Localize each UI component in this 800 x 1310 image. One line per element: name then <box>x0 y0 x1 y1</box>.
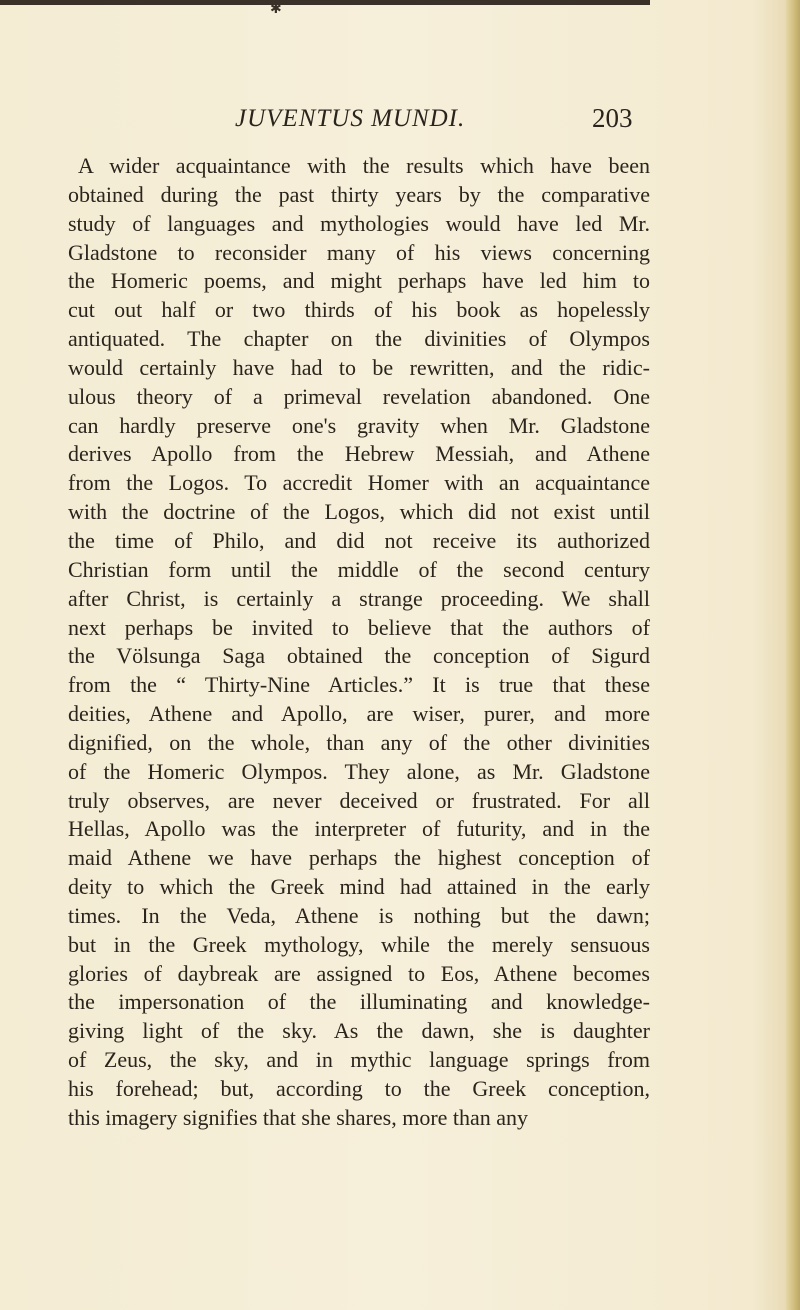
text-line: the Homeric poems, and might perhaps have led him to <box>68 268 650 294</box>
text-line: would certainly have had to be rewritten, and the ridic- <box>68 354 650 380</box>
text-line: the impersonation of the illuminating and knowledge- <box>68 989 650 1015</box>
page-number: 203 <box>592 103 633 133</box>
running-title: JUVENTUS MUNDI. <box>235 105 466 132</box>
text-line: Christian form until the middle of the second century <box>68 556 650 582</box>
text-line: maid Athene we have perhaps the highest conception of <box>68 845 650 871</box>
text-line: the Völsunga Saga obtained the conception of Sigurd <box>68 643 650 669</box>
text-line: cut out half or two thirds of his book as hopelessly <box>68 297 650 323</box>
text-line: this imagery signifies that she shares, more than any <box>68 1104 529 1130</box>
text-line: giving light of the sky. As the dawn, she is daughter <box>68 1018 650 1044</box>
top-rule <box>0 0 650 5</box>
page-edge <box>786 0 800 1310</box>
text-line: truly observes, are never deceived or frustrated. For all <box>68 787 650 813</box>
text-line: from the Logos. To accredit Homer with an acquaintance <box>68 470 650 496</box>
text-line: deity to which the Greek mind had attained in the early <box>68 874 650 900</box>
text-line: study of languages and mythologies would have led Mr. <box>68 210 650 236</box>
text-line: antiquated. The chapter on the divinities of Olympos <box>68 326 650 352</box>
text-line: obtained during the past thirty years by the comparative <box>68 181 650 207</box>
text-line: the time of Philo, and did not receive its authorized <box>68 527 650 553</box>
printer-mark: ✱ <box>270 1 282 17</box>
text-line: glories of daybreak are assigned to Eos, Athene becomes <box>68 960 650 986</box>
text-line: deities, Athene and Apollo, are wiser, purer, and more <box>68 701 650 727</box>
text-line: of Zeus, the sky, and in mythic language springs from <box>68 1047 650 1073</box>
text-line: after Christ, is certainly a strange proceeding. We shall <box>68 585 650 611</box>
text-line: but in the Greek mythology, while the merely sensuous <box>68 931 650 957</box>
text-line: next perhaps be invited to believe that the authors of <box>68 614 650 640</box>
text-line: times. In the Veda, Athene is nothing but the dawn; <box>68 902 650 928</box>
text-line: A wider acquaintance with the results which have been <box>78 153 650 178</box>
text-line: of the Homeric Olympos. They alone, as Mr. Gladstone <box>68 758 650 784</box>
text-line: can hardly preserve one's gravity when Mr. Gladstone <box>68 412 650 438</box>
text-line: dignified, on the whole, than any of the other divinities <box>68 729 650 755</box>
text-line: derives Apollo from the Hebrew Messiah, and Athene <box>68 441 650 467</box>
text-line: ulous theory of a primeval revelation abandoned. One <box>68 383 650 409</box>
body-text <box>68 152 650 1133</box>
running-head <box>0 100 800 140</box>
text-line: Gladstone to reconsider many of his views concerning <box>68 239 650 265</box>
text-line: from the “ Thirty-Nine Articles.” It is true that these <box>68 672 650 698</box>
text-line: Hellas, Apollo was the interpreter of futurity, and in the <box>68 816 650 842</box>
text-line: with the doctrine of the Logos, which did not exist until <box>68 499 650 525</box>
text-line: his forehead; but, according to the Greek conception, <box>68 1076 650 1101</box>
